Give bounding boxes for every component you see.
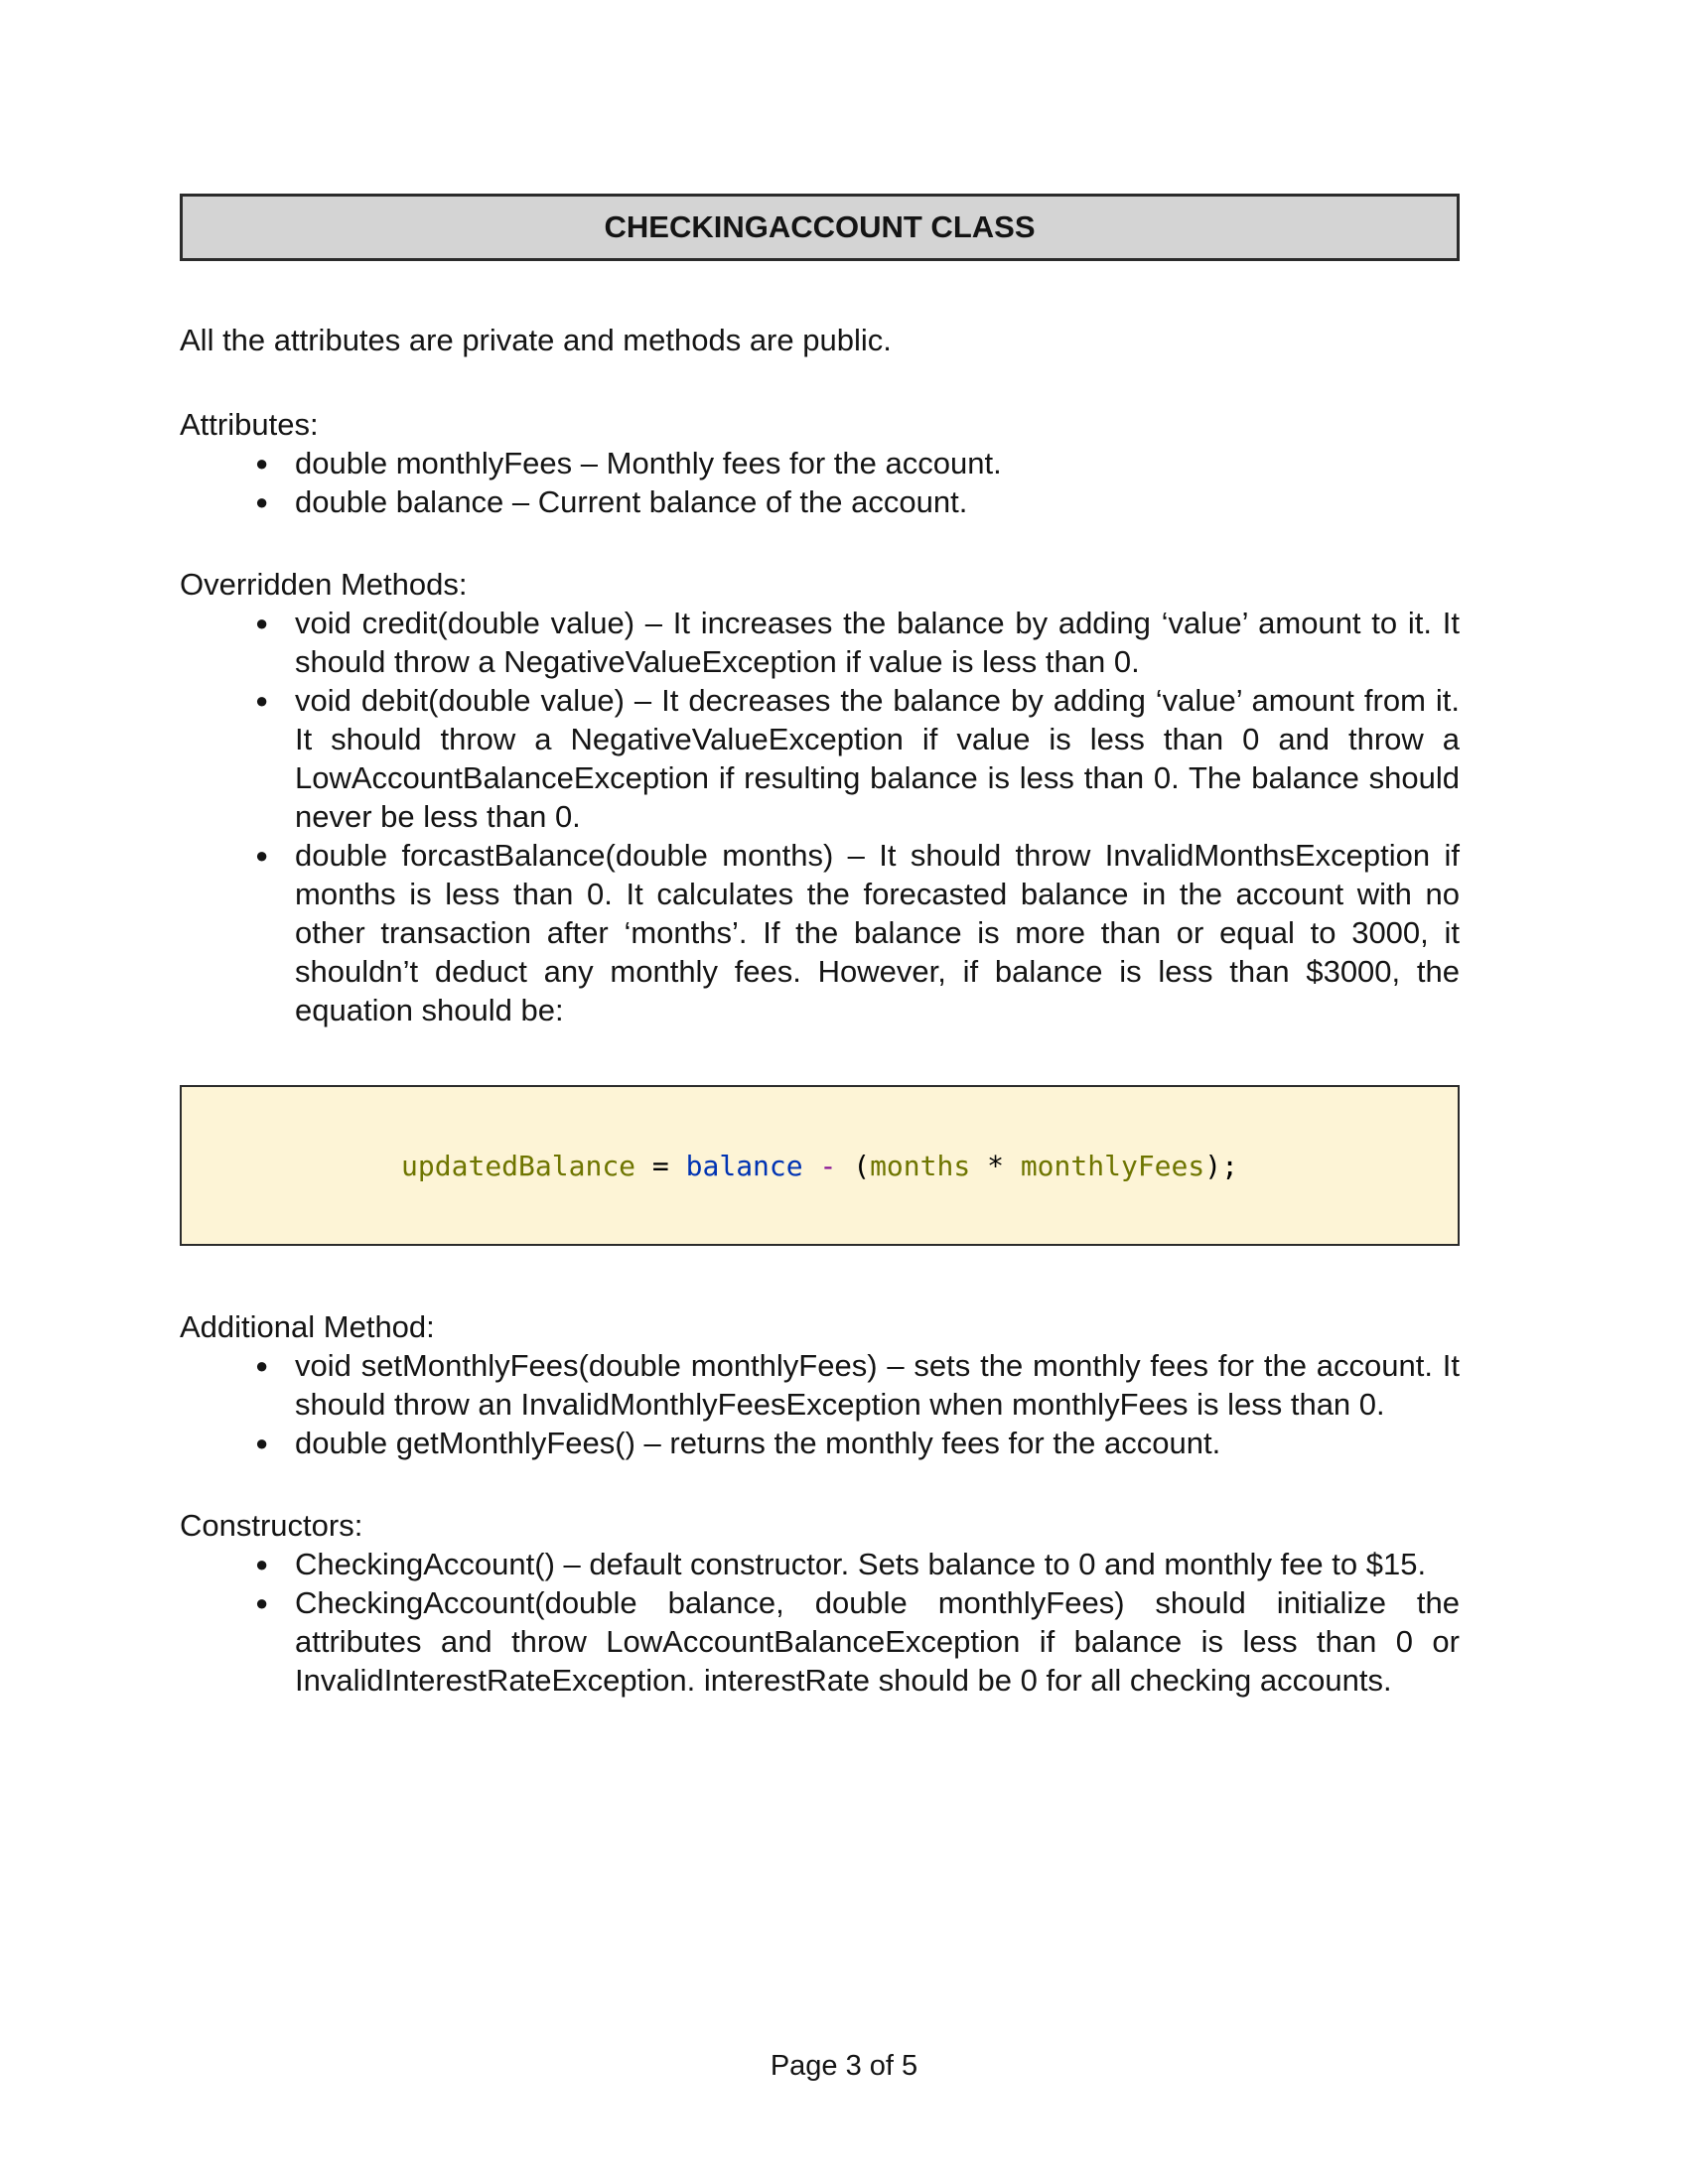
bullet-text: CheckingAccount(double balance, double monthlyFees) should initialize the attributes and throw LowAccountBalanceException if balance is less than 0 or InvalidInterestRateException. interestRate should be 0 for all checking accounts.	[295, 1585, 1460, 1698]
section-label: Constructors:	[180, 1508, 363, 1543]
section-label: Overridden Methods:	[180, 567, 468, 602]
code-token	[803, 1150, 820, 1182]
bullet-icon: ●	[255, 451, 269, 476]
list-item	[180, 444, 1460, 482]
list-item	[180, 836, 1460, 1029]
code-token: monthlyFees	[1020, 1149, 1205, 1182]
bullet-text: void credit(double value) – It increases the balance by adding ‘value’ amount to it. It should throw a NegativeValueException if value is less than 0.	[295, 606, 1460, 679]
bullet-icon: ●	[255, 1353, 269, 1378]
code-box	[180, 1085, 1460, 1246]
code-token	[669, 1150, 686, 1182]
list-item	[180, 1545, 1460, 1583]
bullet-text: void setMonthlyFees(double monthlyFees) – sets the monthly fees for the account. It should throw an InvalidMonthlyFeesException when monthlyFees is less than 0.	[295, 1348, 1460, 1422]
bullet-icon: ●	[255, 688, 269, 713]
section-constructors	[180, 1506, 1460, 1700]
bullet-icon: ●	[255, 843, 269, 868]
section-overridden-methods	[180, 565, 1460, 1029]
code-token: updatedBalance	[401, 1149, 636, 1182]
code-token: =	[651, 1149, 669, 1182]
bullet-list	[180, 444, 1460, 521]
bullet-list	[180, 1346, 1460, 1462]
code-token	[970, 1150, 987, 1182]
list-item	[180, 1424, 1460, 1462]
section-additional-method	[180, 1307, 1460, 1462]
bullet-list	[180, 604, 1460, 1029]
bullet-text: double monthlyFees – Monthly fees for the account.	[295, 446, 1002, 480]
bullet-text: double balance – Current balance of the account.	[295, 484, 968, 519]
list-item	[180, 604, 1460, 681]
bullet-text: CheckingAccount() – default constructor. Sets balance to 0 and monthly fee to $15.	[295, 1547, 1427, 1581]
section-label: Attributes:	[180, 407, 319, 442]
code-token: months	[870, 1149, 971, 1182]
code-token: *	[987, 1149, 1004, 1182]
section-label: Additional Method:	[180, 1309, 435, 1344]
list-item	[180, 1346, 1460, 1424]
bullet-icon: ●	[255, 1590, 269, 1615]
list-item	[180, 681, 1460, 836]
code-token: );	[1204, 1149, 1238, 1182]
bullet-text: void debit(double value) – It decreases the balance by adding ‘value’ amount from it. It should throw a NegativeValueException if value is less than 0 and throw a LowAccountBalanceException if resulting balance is less than 0. The balance should never be less than 0.	[295, 683, 1460, 834]
code-token	[635, 1150, 652, 1182]
code-token: -	[819, 1149, 837, 1182]
bullet-text: double getMonthlyFees() – returns the monthly fees for the account.	[295, 1426, 1221, 1460]
bullet-icon: ●	[255, 489, 269, 514]
section-attributes	[180, 405, 1460, 521]
code-token	[836, 1150, 853, 1182]
bullet-list	[180, 1545, 1460, 1700]
bullet-icon: ●	[255, 1552, 269, 1576]
bullet-icon: ●	[255, 611, 269, 635]
bullet-icon: ●	[255, 1431, 269, 1455]
code-token	[1004, 1150, 1021, 1182]
page-footer: Page 3 of 5	[770, 2050, 918, 2082]
code-token: balance	[685, 1149, 803, 1182]
page-title-box	[180, 194, 1460, 261]
code-line	[401, 1147, 1238, 1185]
bullet-text: double forcastBalance(double months) – It should throw InvalidMonthsException if months is less than 0. It calculates the forecasted balance in the account with no other transaction after ‘months’. If the balance is more than or equal to 3000, it shouldn’t deduct any monthly fees. However, if balance is less than $3000, the equation should be:	[295, 838, 1460, 1027]
code-token: (	[853, 1149, 871, 1182]
list-item	[180, 482, 1460, 521]
intro-text: All the attributes are private and methods are public.	[180, 323, 892, 357]
list-item	[180, 1583, 1460, 1700]
page-title: CHECKINGACCOUNT CLASS	[604, 209, 1036, 244]
